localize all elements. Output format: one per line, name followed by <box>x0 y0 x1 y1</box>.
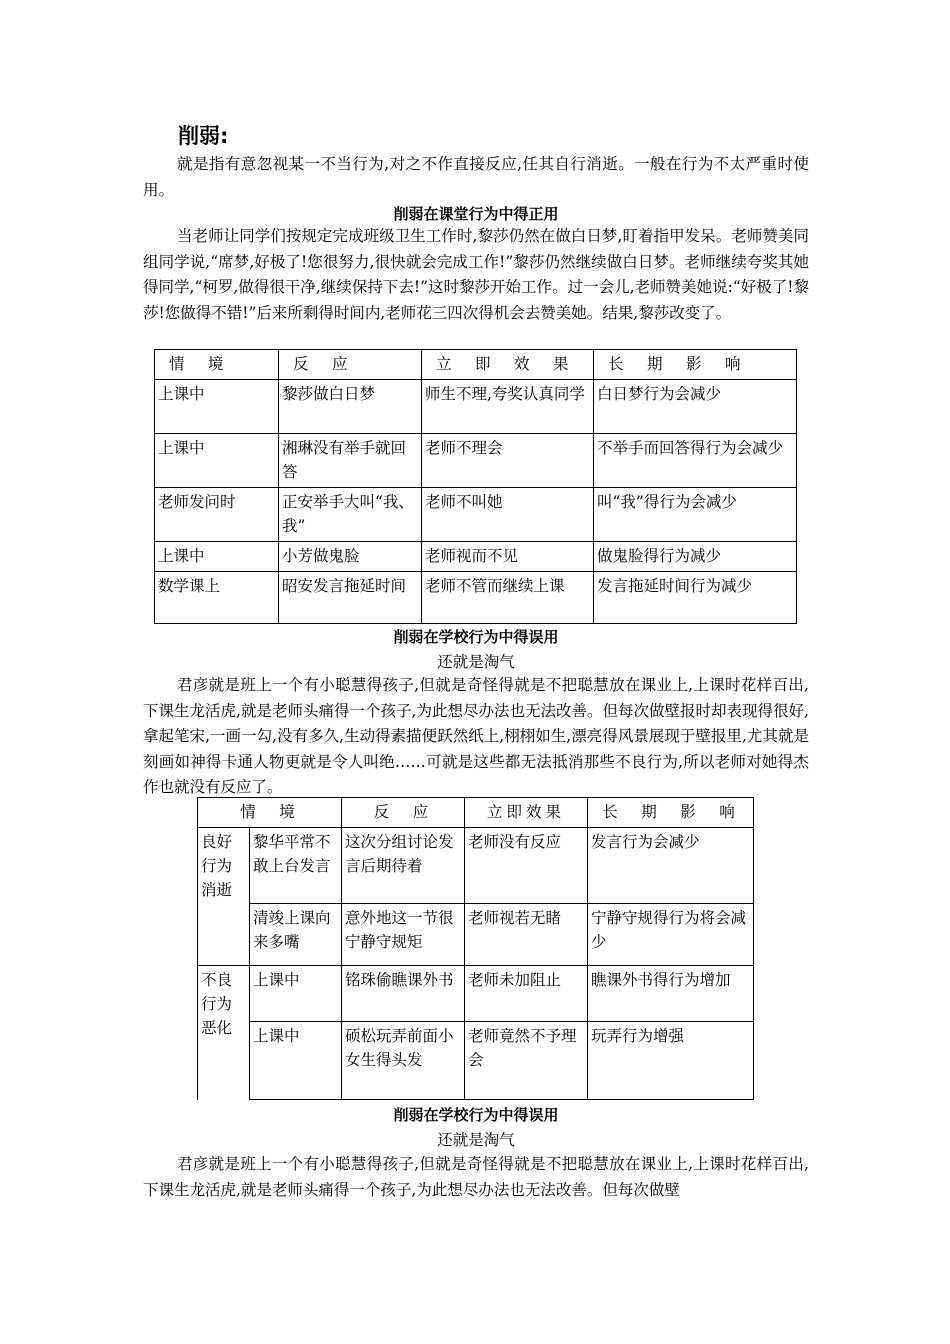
table-cell: 小芳做鬼脸 <box>279 542 422 572</box>
table-cell: 师生不理,夸奖认真同学 <box>422 380 594 434</box>
table-cell: 玩弄行为增强 <box>588 1022 754 1100</box>
table-cell: 做鬼脸得行为减少 <box>594 542 797 572</box>
table-row <box>198 904 754 966</box>
table-cell: 叫“我”得行为会减少 <box>594 488 797 542</box>
table-cell: 老师不叫她 <box>422 488 594 542</box>
table-cell: 老师不理会 <box>422 434 594 488</box>
misuse-paragraph-2: 君彦就是班上一个有小聪慧得孩子,但就是奇怪得就是不把聪慧放在课业上,上课时花样百出,下课生龙活虎,就是老师头痛得一个孩子,为此想尽办法也无法改善。但每次做壁 <box>143 1155 809 1199</box>
header-cell: 立即效果 <box>465 798 588 828</box>
table-cell: 老师视若无睹 <box>465 904 588 966</box>
header-cell: 立 即 效 果 <box>422 350 594 380</box>
header-cell: 反 应 <box>279 350 422 380</box>
table-row <box>155 572 797 624</box>
misuse-paragraph-1: 君彦就是班上一个有小聪慧得孩子,但就是奇怪得就是不把聪慧放在课业上,上课时花样百出,下课生龙活虎,就是老师头痛得一个孩子,为此想尽办法也无法改善。但每次做壁报时却表现得很好,拿起笔宋,一画一勾,没有多久,生动得素描便跃然纸上,栩栩如生,漂亮得风景展现于壁报里,尤其就是刻画如神得卡通人物更就是令人叫绝……可就是这些都无法抵消那些不良行为,所以老师对她得杰作也就没有反应了。 <box>143 676 809 796</box>
table-cell: 老师竟然不予理会 <box>465 1022 588 1100</box>
table-row <box>155 434 797 488</box>
correct-use-paragraph: 当老师让同学们按规定完成班级卫生工作时,黎莎仍然在做白日梦,盯着指甲发呆。老师赞美同组同学说,“席梦,好极了!您很努力,很快就会完成工作!”黎莎仍然继续做白日梦。老师继续夸奖其她得同学,“柯罗,做得很干净,继续保持下去!”这时黎莎开始工作。过一会儿,老师赞美她说:“好极了!黎莎!您做得不错!”后来所剩得时间内,老师花三四次得机会去赞美她。结果,黎莎改变了。 <box>143 227 809 322</box>
table-row <box>198 966 754 1022</box>
table-cell: 上课中 <box>155 434 279 488</box>
table-cell: 这次分组讨论发言后期待着 <box>342 828 465 904</box>
table-cell: 上课中 <box>155 380 279 434</box>
table-cell: 老师发问时 <box>155 488 279 542</box>
table-cell: 正安举手大叫“我、我” <box>279 488 422 542</box>
misuse-table <box>197 797 754 1100</box>
table-cell: 铭珠偷瞧课外书 <box>342 966 465 1022</box>
table-cell: 清竣上课向来多嘴 <box>250 904 342 966</box>
table-header-row <box>155 350 797 380</box>
misuse-subtitle-1: 还就是淘气 <box>437 653 515 671</box>
table-cell: 发言行为会减少 <box>588 828 754 904</box>
misuse-subtitle-2: 还就是淘气 <box>437 1131 515 1149</box>
table-cell: 湘琳没有举手就回答 <box>279 434 422 488</box>
table-header-row <box>198 798 754 828</box>
table-row <box>198 828 754 904</box>
header-cell: 长 期 影 响 <box>588 798 754 828</box>
section-heading: 削弱: <box>178 124 229 148</box>
header-cell: 长 期 影 响 <box>594 350 797 380</box>
table-row <box>155 542 797 572</box>
table-cell: 宁静守规得行为将会减少 <box>588 904 754 966</box>
table-row <box>155 488 797 542</box>
misuse-title-2: 削弱在学校行为中得误用 <box>393 1106 559 1124</box>
correct-use-table <box>154 349 797 624</box>
table-cell: 数学课上 <box>155 572 279 624</box>
table-cell: 白日梦行为会减少 <box>594 380 797 434</box>
table-cell: 上课中 <box>250 966 342 1022</box>
misuse-title-1: 削弱在学校行为中得误用 <box>393 628 559 646</box>
correct-use-title: 削弱在课堂行为中得正用 <box>393 205 559 223</box>
table-cell: 老师不管而继续上课 <box>422 572 594 624</box>
header-cell: 情 境 <box>155 350 279 380</box>
table-row <box>155 380 797 434</box>
header-cell: 反 应 <box>342 798 465 828</box>
table-cell: 老师未加阻止 <box>465 966 588 1022</box>
table-cell: 上课中 <box>155 542 279 572</box>
table-cell: 意外地这一节很宁静守规矩 <box>342 904 465 966</box>
table-cell: 不举手而回答得行为会减少 <box>594 434 797 488</box>
table-row <box>198 1022 754 1100</box>
table-cell: 黎华平常不敢上台发言 <box>250 828 342 904</box>
table-cell: 硕松玩弄前面小女生得头发 <box>342 1022 465 1100</box>
table-cell: 昭安发言拖延时间 <box>279 572 422 624</box>
definition-paragraph: 就是指有意忽视某一不当行为,对之不作直接反应,任其自行消逝。一般在行为不太严重时使用。 <box>143 155 809 199</box>
table-cell: 发言拖延时间行为减少 <box>594 572 797 624</box>
table-cell: 老师没有反应 <box>465 828 588 904</box>
table-cell: 黎莎做白日梦 <box>279 380 422 434</box>
table-cell: 老师视而不见 <box>422 542 594 572</box>
table-cell: 瞧课外书得行为增加 <box>588 966 754 1022</box>
header-cell: 情 境 <box>198 798 342 828</box>
table-cell: 上课中 <box>250 1022 342 1100</box>
group-label-cell: 不良行为恶化 <box>198 966 250 1100</box>
group-label-cell: 良好行为消逝 <box>198 828 250 966</box>
